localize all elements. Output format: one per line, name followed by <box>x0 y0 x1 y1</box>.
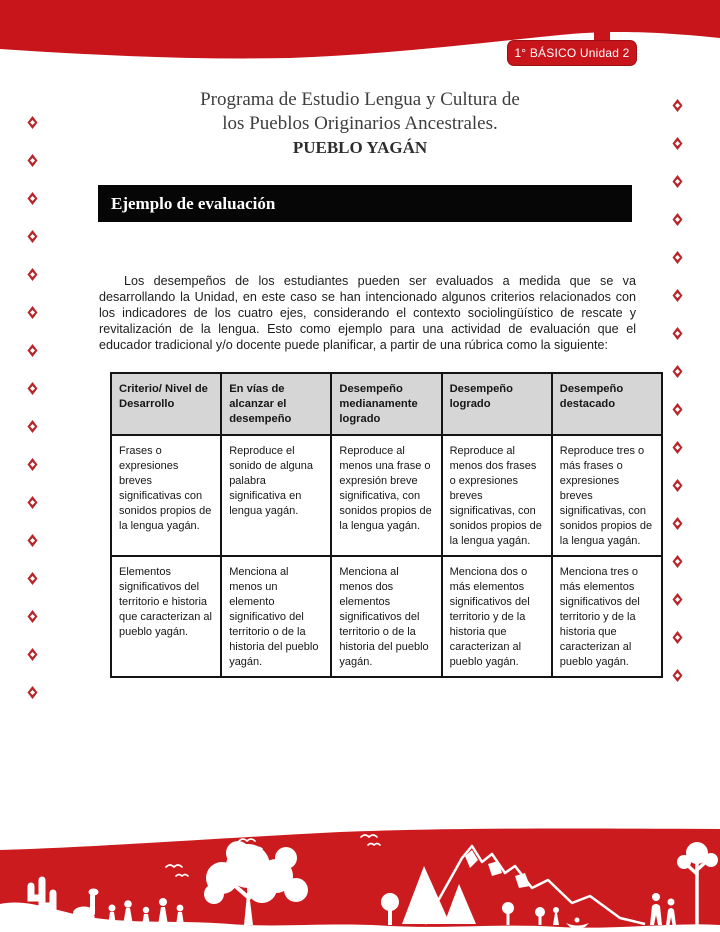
diamond-marker-icon <box>27 420 38 458</box>
diamond-marker-icon <box>672 327 683 365</box>
rubric-cell: Menciona al menos dos elementos significativos del territorio o de la historia del pueblo yagán. <box>331 556 441 677</box>
title-line-1: Programa de Estudio Lengua y Cultura de <box>200 89 520 110</box>
rubric-cell: Reproduce el sonido de alguna palabra significativa en lengua yagán. <box>221 435 331 556</box>
rubric-cell: Menciona al menos un elemento significativo del territorio o de la historia del pueblo yagán. <box>221 556 331 677</box>
rubric-cell: Menciona tres o más elementos significativos del territorio y de la historia que caracterizan al pueblo yagán. <box>552 556 662 677</box>
diamond-marker-icon <box>672 175 683 213</box>
rubric-cell: Menciona dos o más elementos significativos del territorio y de la historia que caracterizan al pueblo yagán. <box>442 556 552 677</box>
diamond-marker-icon <box>27 686 38 724</box>
rubric-cell: Reproduce al menos dos frases o expresiones breves significativas, con sonidos propios de la lengua yagán. <box>442 435 552 556</box>
unit-badge-label: 1° BÁSICO Unidad 2 <box>514 46 630 60</box>
diamond-marker-icon <box>672 479 683 517</box>
diamond-marker-icon <box>27 534 38 572</box>
rubric-header-row <box>111 373 662 435</box>
rubric-cell: Frases o expresiones breves significativas con sonidos propios de la lengua yagán. <box>111 435 221 556</box>
diamond-marker-icon <box>672 213 683 251</box>
diamond-marker-icon <box>672 441 683 479</box>
diamond-marker-icon <box>27 496 38 534</box>
diamond-marker-icon <box>27 344 38 382</box>
diamond-marker-icon <box>27 192 38 230</box>
rubric-header-cell: En vías de alcanzar el desempeño <box>221 373 331 435</box>
diamond-marker-icon <box>672 137 683 175</box>
diamond-marker-icon <box>27 230 38 268</box>
rubric-cell: Elementos significativos del territorio e historia que caracterizan al pueblo yagán. <box>111 556 221 677</box>
right-edge-markers <box>672 99 683 707</box>
rubric-header-cell: Desempeño destacado <box>552 373 662 435</box>
diamond-marker-icon <box>672 631 683 669</box>
rubric-header-cell: Desempeño medianamente logrado <box>331 373 441 435</box>
diamond-marker-icon <box>672 289 683 327</box>
rubric-row-elementos <box>111 556 662 677</box>
diamond-marker-icon <box>672 365 683 403</box>
rubric-header-cell: Criterio/ Nivel de Desarrollo <box>111 373 221 435</box>
intro-paragraph: Los desempeños de los estudiantes pueden ser evaluados a medida que se va desarrollando la Unidad, en este caso se han intencionado algunos criterios relacionados con los indicadores de los cuatro ejes, considerando el contexto sociolingüístico de rescate y revitalización de la lengua. Esto como ejemplo para una actividad de evaluación que el educador tradicional y/o docente puede planificar, a partir de una rúbrica como la siguiente: <box>99 273 636 352</box>
rubric-table <box>110 372 663 678</box>
diamond-marker-icon <box>672 555 683 593</box>
page-title <box>0 88 720 159</box>
section-title: Ejemplo de evaluación <box>111 194 276 213</box>
rubric-cell: Reproduce tres o más frases o expresiones breves significativas, con sonidos propios de la lengua yagán. <box>552 435 662 556</box>
diamond-marker-icon <box>27 648 38 686</box>
diamond-marker-icon <box>672 593 683 631</box>
diamond-marker-icon <box>27 116 38 154</box>
title-line-2: los Pueblos Originarios Ancestrales. <box>222 113 498 134</box>
diamond-marker-icon <box>27 306 38 344</box>
unit-badge <box>507 40 637 66</box>
diamond-marker-icon <box>672 251 683 289</box>
section-banner <box>98 185 632 222</box>
diamond-marker-icon <box>27 268 38 306</box>
diamond-marker-icon <box>27 610 38 648</box>
title-line-3: PUEBLO YAGÁN <box>292 138 428 157</box>
diamond-marker-icon <box>27 458 38 496</box>
footer-landscape-art <box>0 828 720 932</box>
diamond-marker-icon <box>672 517 683 555</box>
diamond-marker-icon <box>672 403 683 441</box>
rubric-header-cell: Desempeño logrado <box>442 373 552 435</box>
diamond-marker-icon <box>672 99 683 137</box>
diamond-marker-icon <box>27 154 38 192</box>
diamond-marker-icon <box>27 382 38 420</box>
rubric-row-frases <box>111 435 662 556</box>
diamond-marker-icon <box>27 572 38 610</box>
left-edge-markers <box>27 116 38 724</box>
diamond-marker-icon <box>672 669 683 707</box>
rubric-cell: Reproduce al menos una frase o expresión breve significativa, con sonidos propios de la lengua yagán. <box>331 435 441 556</box>
